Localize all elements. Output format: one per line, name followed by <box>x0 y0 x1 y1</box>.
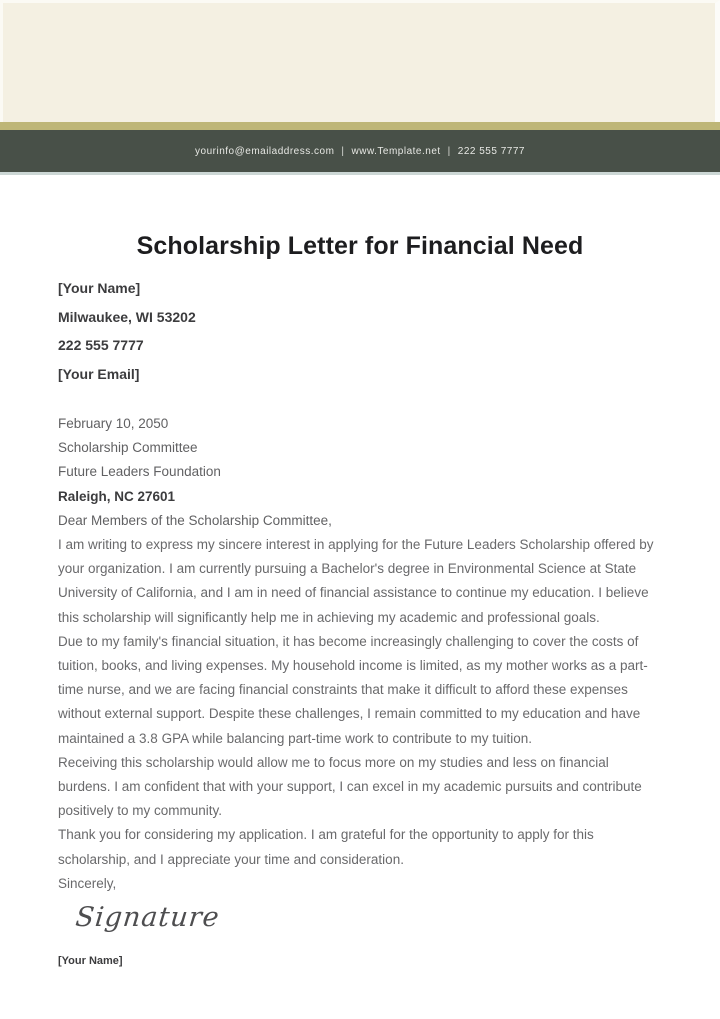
contact-separator: | <box>341 145 345 157</box>
closing: Sincerely, <box>58 875 117 891</box>
contact-phone: 222 555 7777 <box>457 145 525 157</box>
recipient-line3: Raleigh, NC 27601 <box>58 488 176 504</box>
header-cream-band <box>0 0 720 122</box>
recipient-line1: Scholarship Committee <box>58 440 198 456</box>
signature-name: [Your Name] <box>58 955 123 968</box>
sender-phone: 222 555 7777 <box>58 337 144 353</box>
letter-date: February 10, 2050 <box>58 416 169 431</box>
signature-script: Signature <box>74 902 222 934</box>
header-underline <box>0 172 720 175</box>
paragraph-1: I am writing to express my sincere interest in applying for the Future Leaders Scholarship offered by your organization. I am currently pursuing a Bachelor's degree in Environmental Science at State University of California, and I am in need of financial assistance to continue my education. I believe this scholarship will significantly help me in achieving my academic and professional goals. <box>58 537 654 625</box>
contact-separator: | <box>447 145 451 157</box>
recipient-line2: Future Leaders Foundation <box>58 464 221 480</box>
date-recipient-block <box>58 412 662 533</box>
letter-title: Scholarship Letter for Financial Need <box>136 232 584 260</box>
sender-block <box>58 274 662 388</box>
letter-body <box>58 533 662 896</box>
contact-website: www.Template.net <box>351 145 441 157</box>
letter-content <box>0 231 720 967</box>
sender-city: Milwaukee, WI 53202 <box>58 308 196 325</box>
sender-email: [Your Email] <box>58 365 140 382</box>
paragraph-2: Due to my family's financial situation, it has become increasingly challenging to cover the costs of tuition, books, and living expenses. My household income is limited, as my mother works as a part-time nurse, and we are facing financial constraints that make it difficult to afford these expenses without external support. Despite these challenges, I remain committed to my education and have maintained a 3.8 GPA while balancing part-time work to contribute to my tuition. <box>58 633 648 746</box>
contact-bar <box>195 146 525 157</box>
salutation: Dear Members of the Scholarship Committee, <box>58 512 332 528</box>
sender-name: [Your Name] <box>58 280 141 296</box>
header-contact-band <box>0 130 720 172</box>
header-gold-stripe <box>0 122 720 130</box>
paragraph-3: Receiving this scholarship would allow me to focus more on my studies and less on financial burdens. I am confident that with your support, I can excel in my academic pursuits and contribute positively to my community. <box>58 754 642 819</box>
paragraph-4: Thank you for considering my application. I am grateful for the opportunity to apply for this scholarship, and I appreciate your time and consideration. <box>58 827 594 867</box>
contact-email: yourinfo@emailaddress.com <box>195 145 335 157</box>
